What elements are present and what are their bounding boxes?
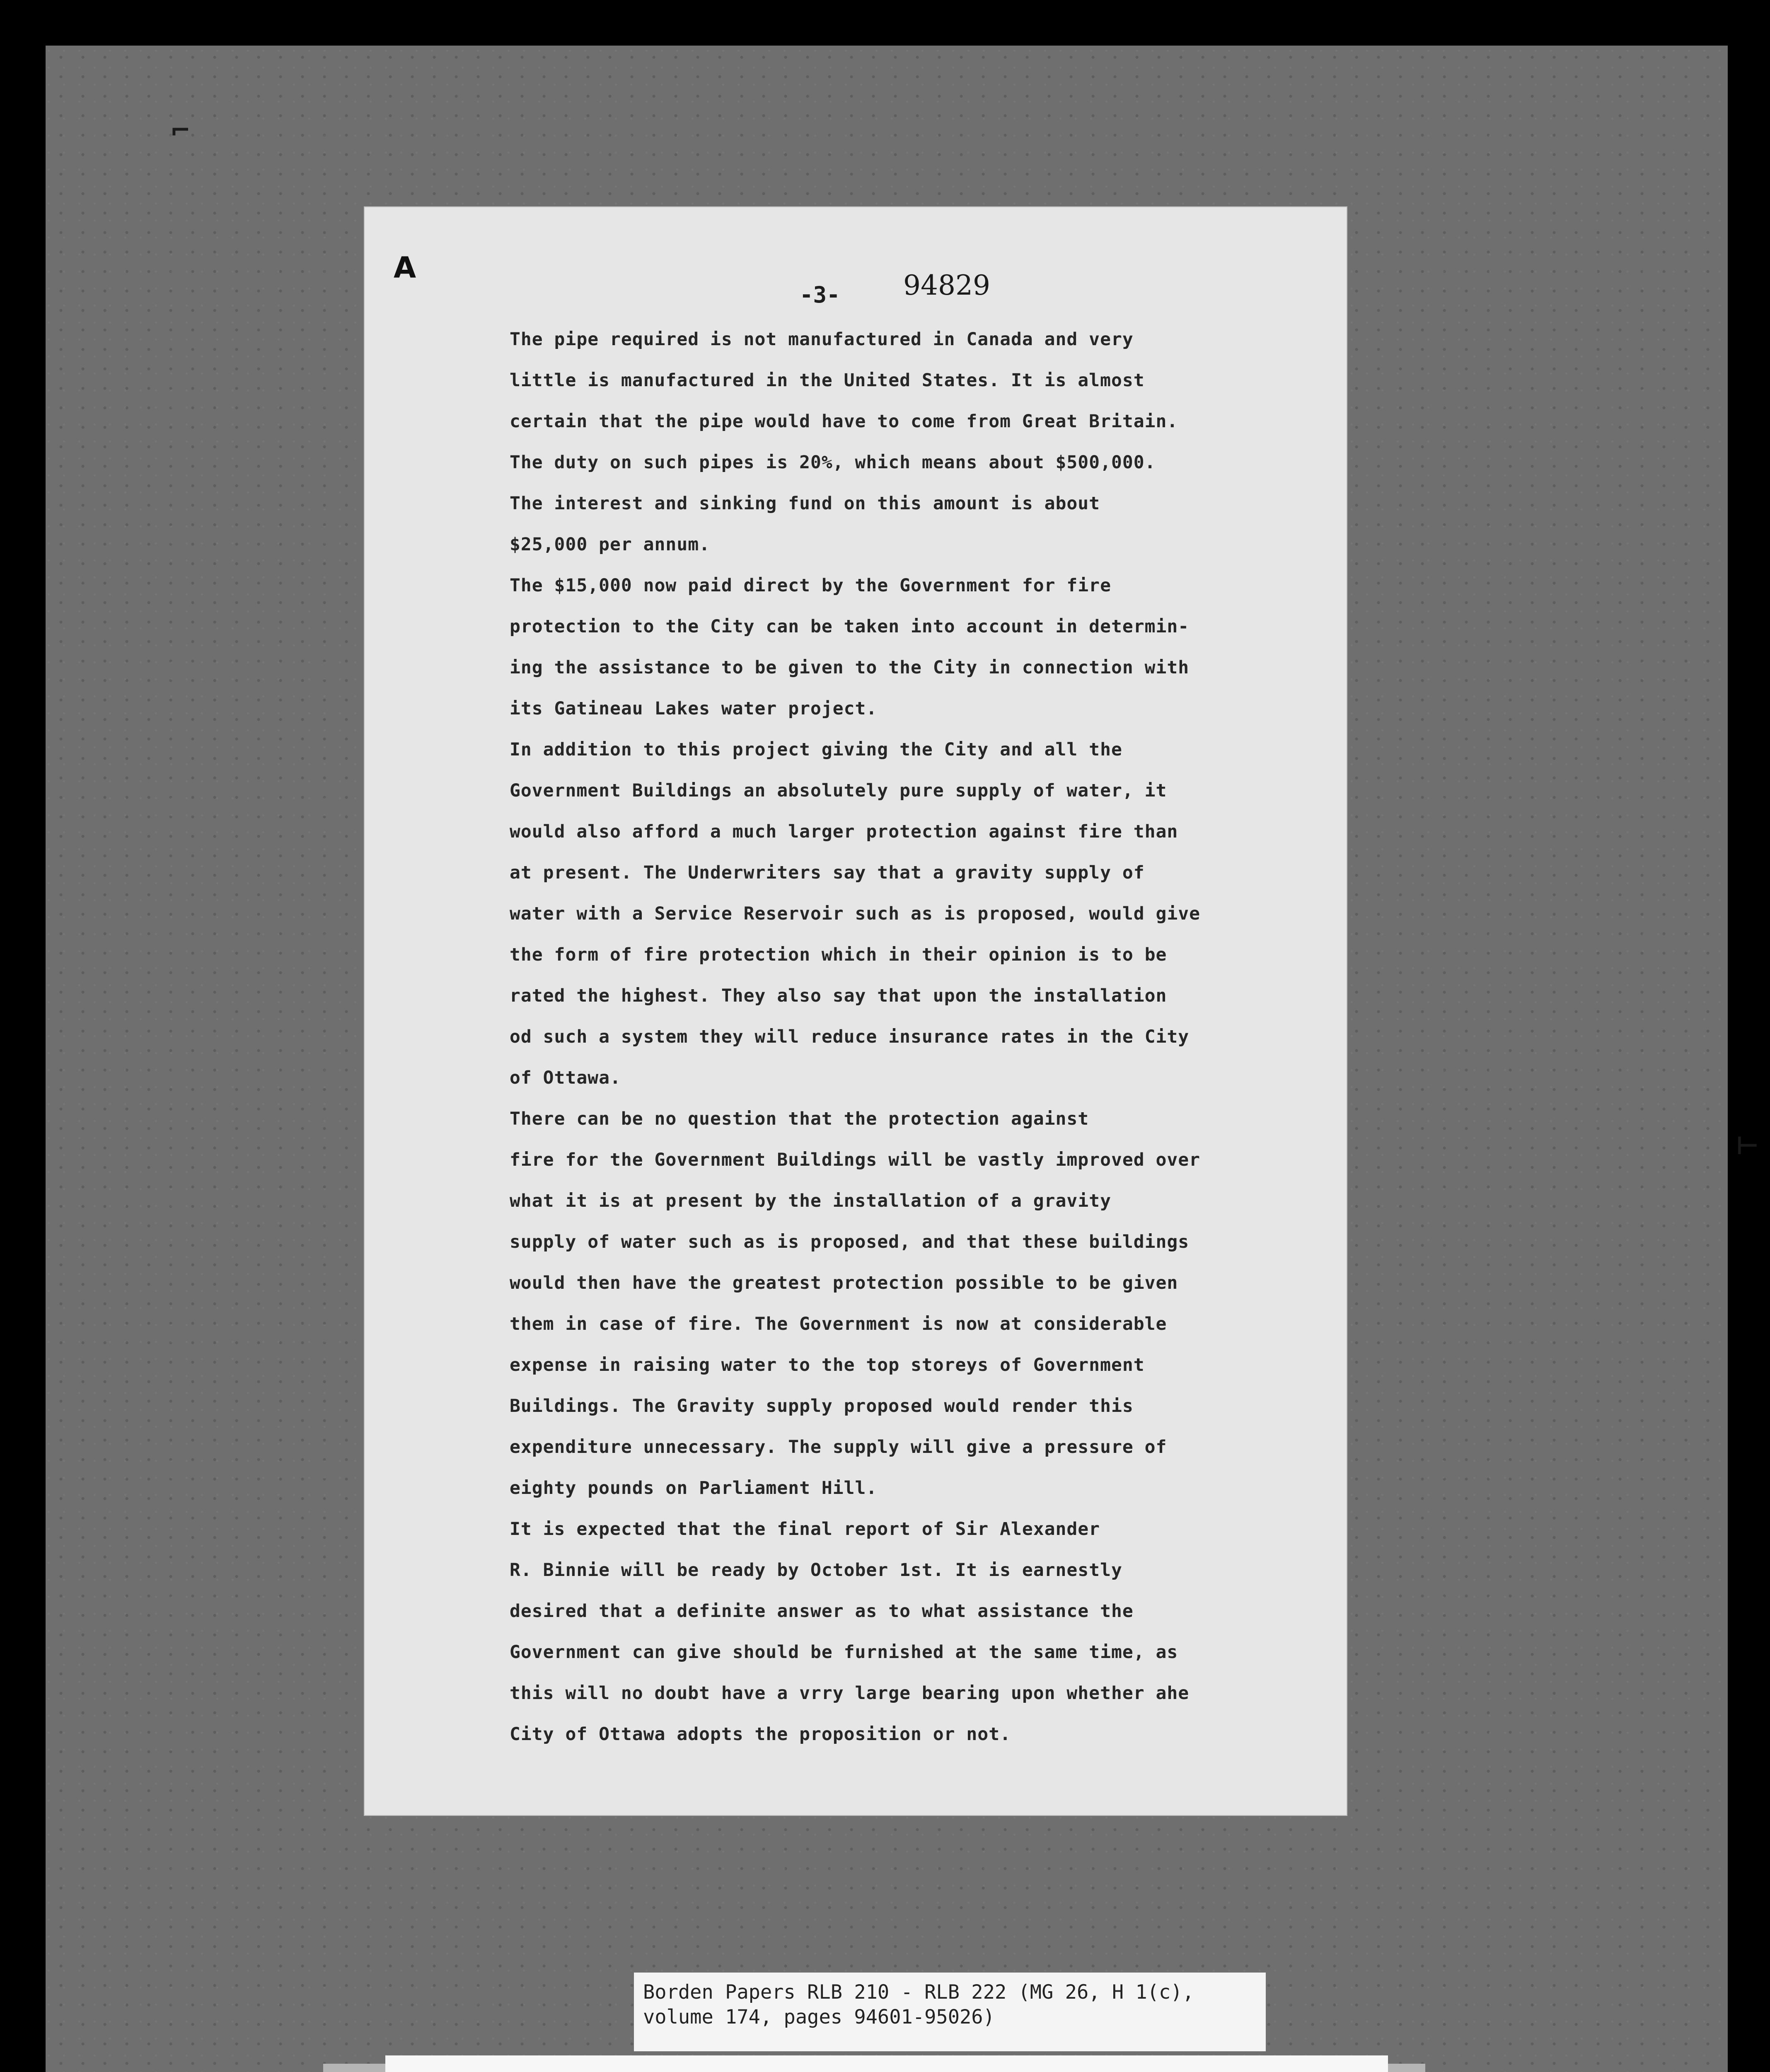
page-number: -3- — [800, 282, 840, 308]
collection-caption: Borden Papers RLB 210 - RLB 222 (MG 26, H 1(c), volume 174, pages 94601-95026) — [634, 1973, 1266, 2051]
paragraph: There can be no question that the protection against fire for the Government Buildings will be vastly improved over what it is at present by the installation of a gravity supply of water such as is proposed, and that these buildings would then have the greatest protection possible to be given them in case of fire. The Government is now at considerable expense in raising water to the top storeys of Government Buildings. The Gravity supply proposed would render this expenditure unnecessary. The supply will give a pressure of eighty pounds on Parliament Hill. — [510, 1109, 1201, 1498]
page-mark: A — [394, 251, 416, 285]
paragraph: It is expected that the final report of Sir Alexander R. Binnie will be ready by October 1st. It is earnestly desired that a definite answer as to what assistance the Government can give should be furnished at the same time, as this will no doubt have a vrry large bearing upon whether ahe City of Ottawa adopts the proposition or not. — [510, 1519, 1190, 1745]
corner-mark-right: ⊢ — [1736, 1131, 1759, 1160]
archive-label — [385, 2055, 1388, 2072]
document-number: 94829 — [903, 269, 990, 301]
paragraph: The $15,000 now paid direct by the Government for fire protection to the City can be taken into account in determin- ing the assistance to be given to the City in connection with its Gatineau Lakes water project. — [510, 575, 1190, 719]
document-page — [365, 207, 1347, 1815]
paragraph: The pipe required is not manufactured in Canada and very little is manufactured in the United States. It is almost certain that the pipe would have to come from Great Britain. The duty on such pipes is 20%, which means about $500,000. The interest and sinking fund on this amount is about $25,000 per annum. — [510, 329, 1178, 555]
corner-mark-top-left: ⌐ — [170, 116, 191, 145]
paragraph: In addition to this project giving the City and all the Government Buildings an absolutely pure supply of water, it would also afford a much larger protection against fire than at present. The Underwriters say that a gravity supply of water with a Service Reservoir such as is proposed, would give the form of fire protection which in their opinion is to be rated the highest. They also say that upon the installation od such a system they will reduce insurance rates in the City of Ottawa. — [510, 739, 1201, 1088]
document-body — [510, 319, 1297, 1755]
